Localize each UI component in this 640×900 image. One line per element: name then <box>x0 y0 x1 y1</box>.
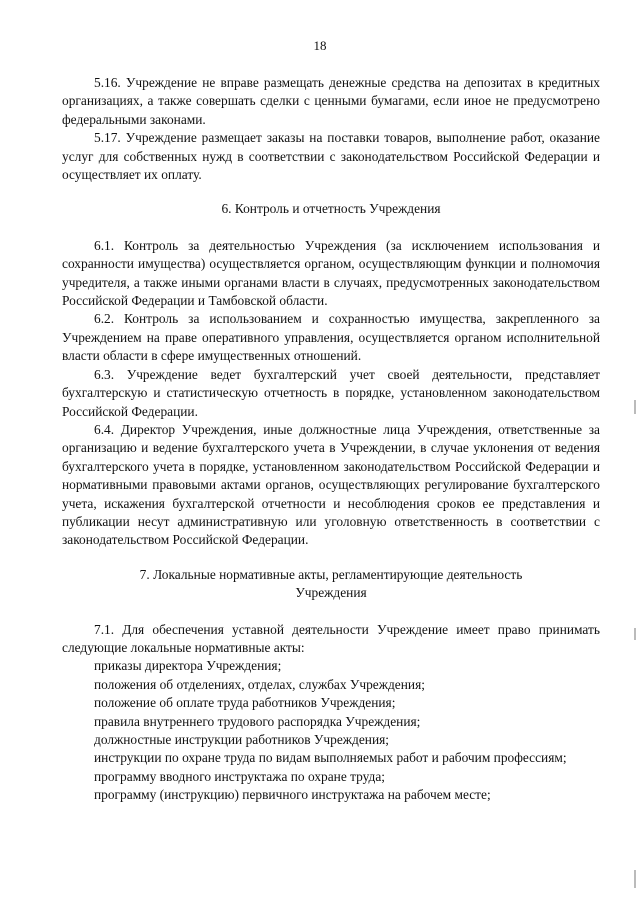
list-item: должностные инструкции работников Учреждения; <box>94 732 389 747</box>
section-6-heading: 6. Контроль и отчетность Учреждения <box>221 201 441 217</box>
list-item: положение об оплате труда работников Учреждения; <box>94 695 396 711</box>
list-item: инструкции по охране труда по видам выполняемых работ и рабочим профессиям; <box>94 750 567 766</box>
scan-edge-mark <box>634 628 636 640</box>
scan-edge-mark <box>634 870 636 888</box>
list-item: правила внутреннего трудового распорядка Учреждения; <box>94 713 421 729</box>
paragraph-6-1: 6.1. Контроль за деятельностью Учреждения (за исключением использования и сохранности имущества) осуществляется органом, осуществляющим функции и полномочия учредителя, а также иными органами власти в случаях, предусмотренных законодательством Российской Федерации и Тамбовской области. <box>62 237 600 309</box>
scan-edge-mark <box>634 400 636 414</box>
section-7-heading-line2: Учреждения <box>295 585 367 601</box>
list-item: приказы директора Учреждения; <box>94 658 282 674</box>
paragraph-6-4: 6.4. Директор Учреждения, иные должностные лица Учреждения, ответственные за организацию и ведение бухгалтерского учета в Учреждении, в случае уклонения от ведения бухгалтерского учета в порядке, установленном законодательством Российской Федерации и нормативными правовыми актами органов, осуществляющих регулирование бухгалтерского учета, искажения бухгалтерской отчетности и несоблюдения сроков ее представления и публикации несут административную или уголовную ответственность в соответствии с законодательством Российской Федерации. <box>62 421 600 548</box>
page-number: 18 <box>313 38 327 53</box>
section-7-heading-line1: 7. Локальные нормативные акты, регламентирующие деятельность <box>139 566 523 582</box>
document-body <box>62 74 600 805</box>
list-item: программу вводного инструктажа по охране труда; <box>94 768 385 784</box>
paragraph-7-1: 7.1. Для обеспечения уставной деятельности Учреждение имеет право принимать следующие локальные нормативные акты: <box>62 621 600 655</box>
paragraph-5-16: 5.16. Учреждение не вправе размещать денежные средства на депозитах в кредитных организациях, а также совершать сделки с ценными бумагами, если иное не предусмотрено федеральными законами. <box>62 75 600 127</box>
list-item: положения об отделениях, отделах, службах Учреждения; <box>94 676 425 692</box>
paragraph-5-17: 5.17. Учреждение размещает заказы на поставки товаров, выполнение работ, оказание услуг для собственных нужд в соответствии с законодательством Российской Федерации и осуществляет их оплату. <box>62 130 600 183</box>
paragraph-6-2: 6.2. Контроль за использованием и сохранностью имущества, закрепленного за Учреждением на праве оперативного управления, осуществляется органом исполнительной власти области в сфере имущественных отношений. <box>62 311 600 364</box>
paragraph-6-3: 6.3. Учреждение ведет бухгалтерский учет своей деятельности, представляет бухгалтерскую и статистическую отчетность в порядке, установленном законодательством Российской Федерации. <box>62 366 600 419</box>
list-item: программу (инструкцию) первичного инструктажа на рабочем месте; <box>94 787 491 803</box>
